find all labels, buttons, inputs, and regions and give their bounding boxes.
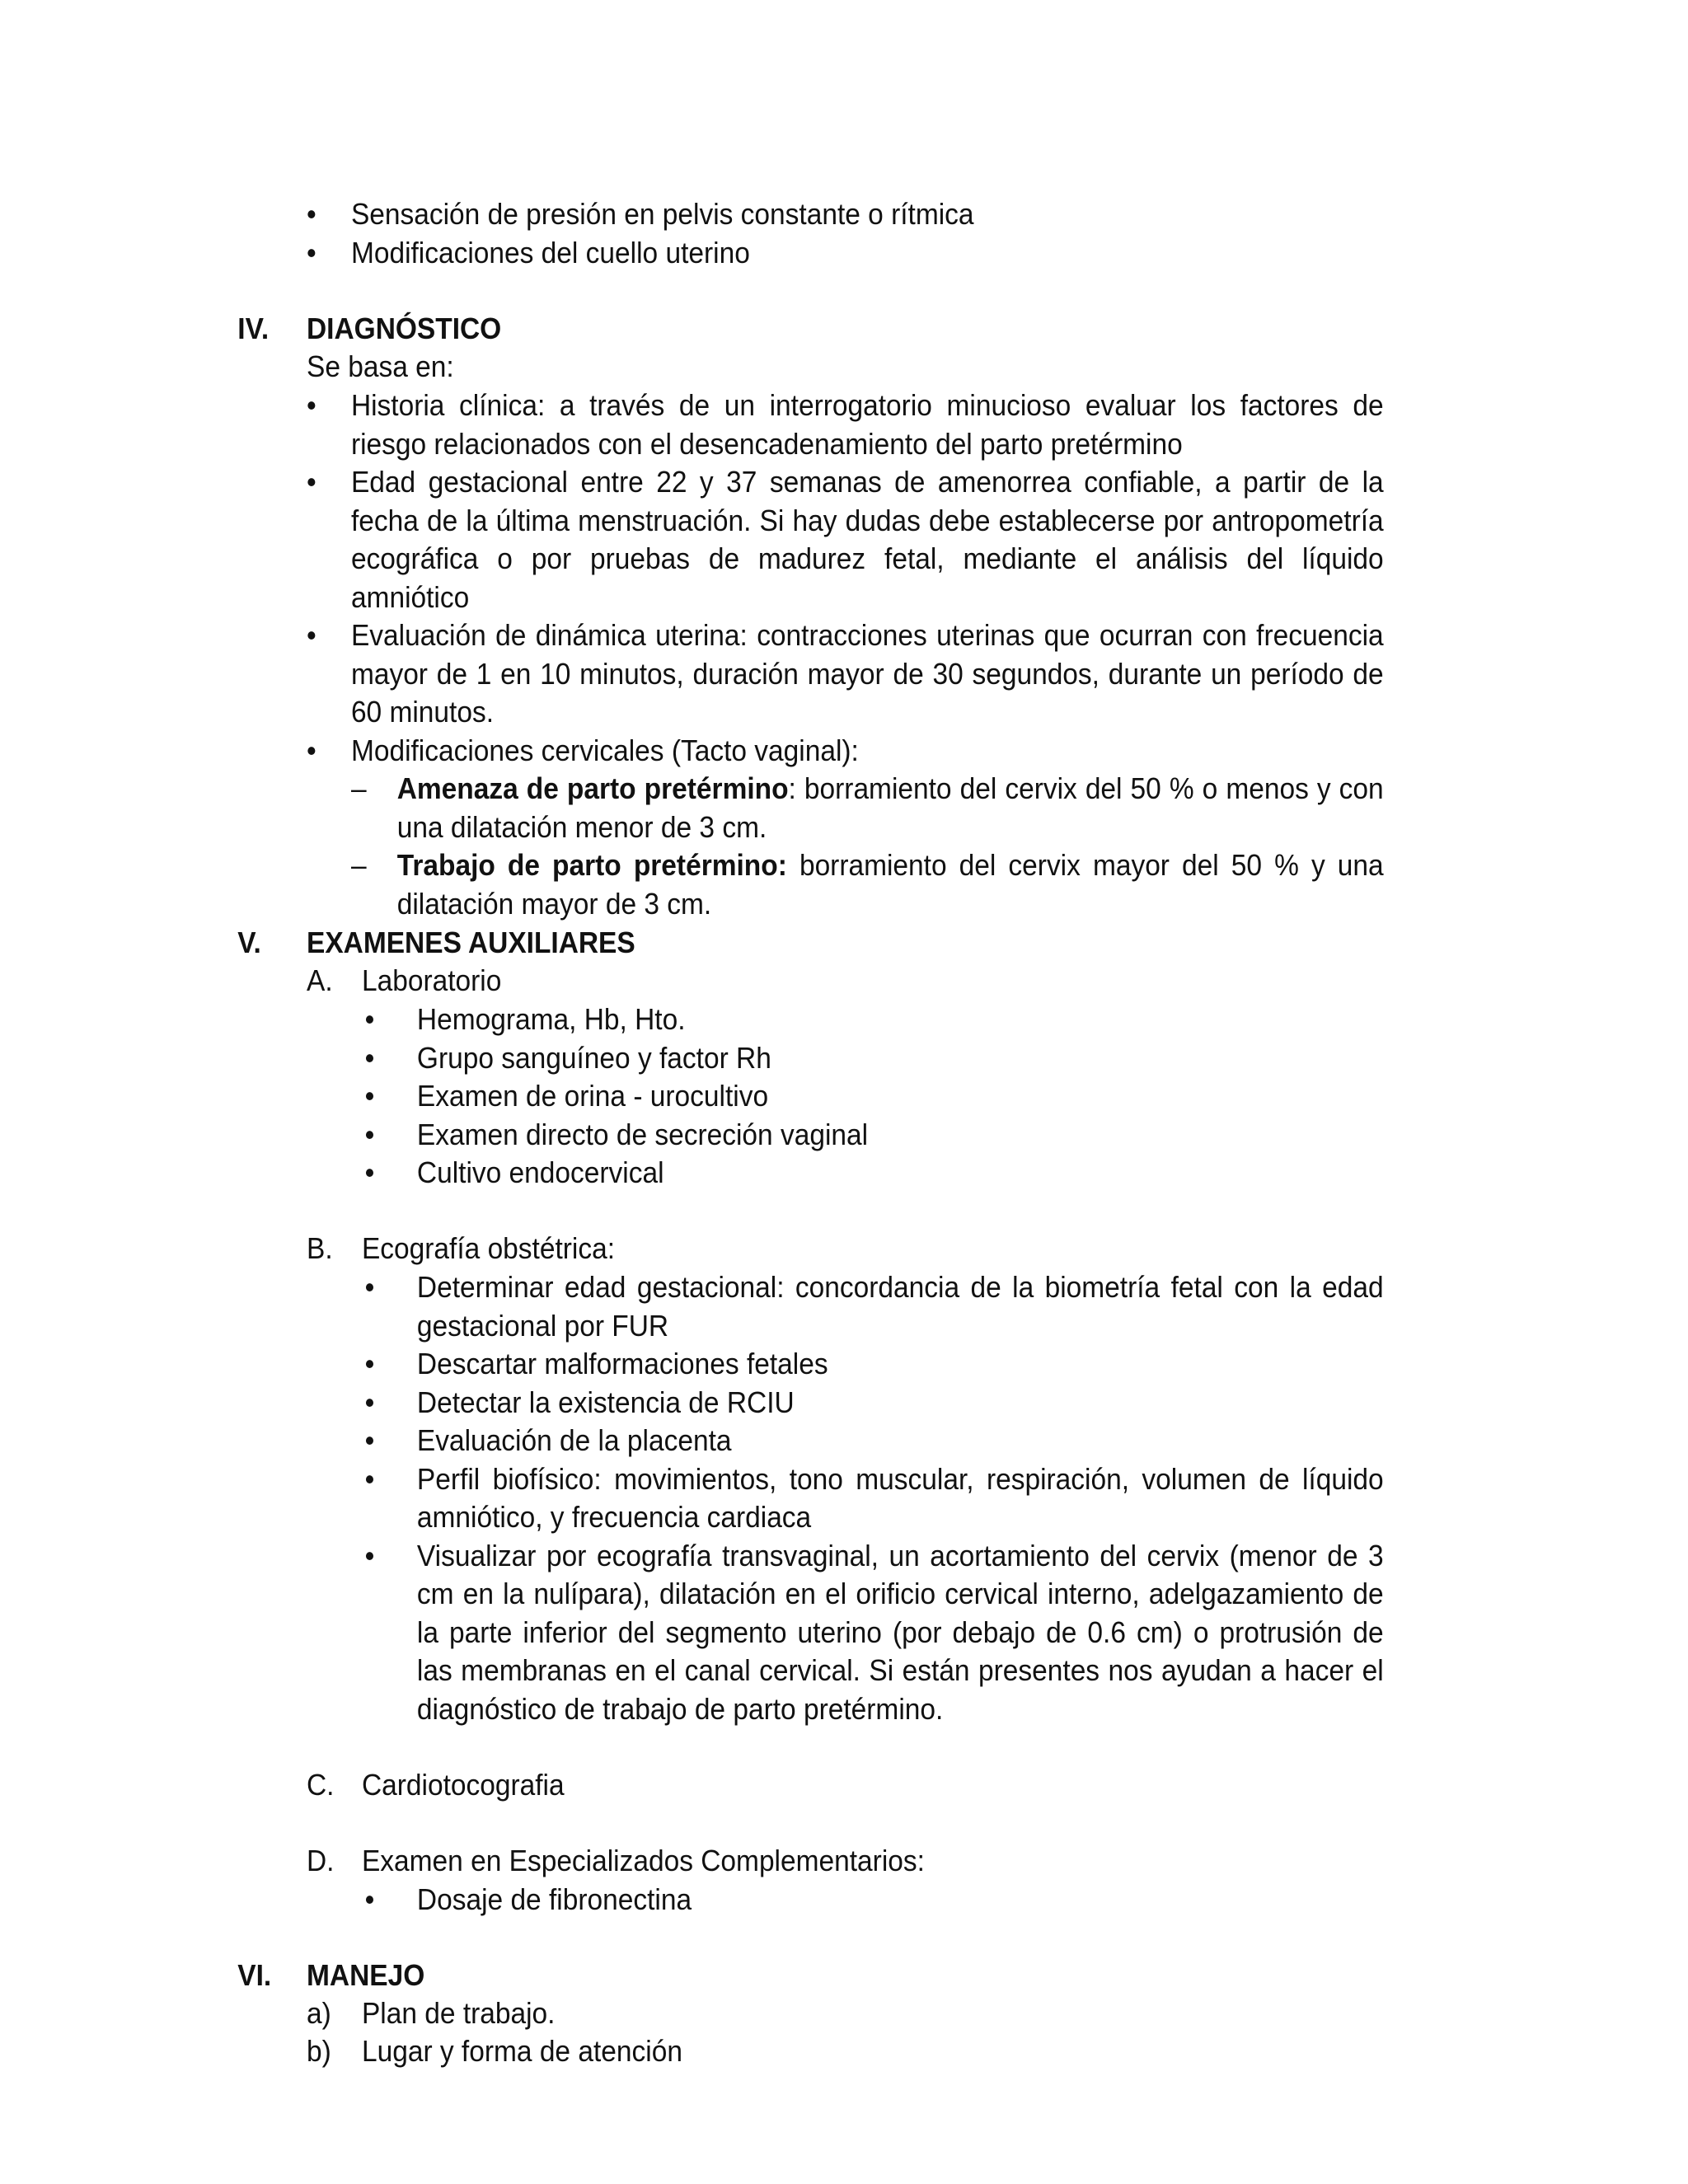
bullet-icon: • [364, 1040, 375, 1075]
bullet-icon: • [364, 1270, 375, 1304]
bullet-icon: • [364, 1538, 375, 1572]
bullet-icon: • [307, 733, 316, 767]
bullet-icon: • [364, 1079, 375, 1113]
list-item: • Grupo sanguíneo y factor Rh [237, 1039, 1383, 1078]
list-item: • Examen de orina - urocultivo [237, 1077, 1383, 1116]
dash-icon: – [350, 771, 367, 805]
bullet-icon: • [364, 1461, 375, 1496]
list-item: • Determinar edad gestacional: concordancia de la biometría fetal con la edad gestacional por FUR [364, 1270, 1384, 1343]
document-page: • Sensación de presión en pelvis constante o rítmica • Modificaciones del cuello uterino IV. DIAGNÓSTICO Se basa en: • Historia clínica: a través de un interrogatorio minucioso evaluar los factores de riesgo relacionados con el desencadenamiento del parto pretérmino • Edad gestacional entre 22 y 37 semanas de amenorrea confiable, a partir de la fecha de la última menstruación. Si hay dudas debe establecerse por antropometría ecográfica o por pruebas de madurez fetal, mediante el análisis del líquido amniótico • Evaluación de dinámica uterina: contracciones uterinas que ocurran con frecuencia mayor de 1 en 10 minutos, duración mayor de 30 segundos, durante un período de 60 minutos. • Modificaciones cervicales (Tacto vaginal): – Amenaza de parto pretérmino: borramiento del cervix del 50 % o menos y con una dilatación menor de 3 cm. – Trabajo de parto pretérmino: borramiento del cervix mayor del 50 % y una dilatación mayor de 3 cm. V. EXAMENES AUXILIARES A. Laboratorio • Hemograma, Hb, Hto. • Grupo sanguíneo y factor Rh • Examen de orina - urocultivo • Examen directo de secreción vaginal • Cultivo endocervical B. Ecografía obstétrica: • Determinar edad gestacional: concordancia de la biometría fetal con la edad gestacional por FUR • Descartar malformaciones fetales • Detectar la existencia de RCIU • Evaluación de la placenta • Perfil biofísico: movimientos, tono muscular, respiración, volumen de líquido amniótico, y frecuencia cardiaca • Visualizar por ecografía transvaginal, un acortamiento del cervix (menor de 3 cm en la nulípara), dilatación en el orificio cervical interno, adelgazamiento de la parte inferior del segmento uterino (por debajo de 0.6 cm) o protrusión de las membranas en el canal cervical. Si están presentes nos ayudan a hacer el diagnóstico de trabajo de parto pretérmino. C. Cardiotocografia D. Examen en Especializados Complementarios: • Dosaje de fibronectina VI. MANEJO a) Plan de trabajo. b) Lugar y forma de atención [237, 197, 1384, 2068]
bullet-icon: • [364, 1155, 375, 1189]
list-item: • Evaluación de la placenta [237, 1422, 1383, 1460]
list-item: • Cultivo endocervical [237, 1154, 1383, 1193]
bullet-icon: • [307, 465, 316, 499]
bullet-icon: • [364, 1002, 375, 1036]
bullet-icon: • [364, 1882, 375, 1916]
dash-icon: – [350, 848, 367, 882]
list-item: • Modificaciones cervicales (Tacto vaginal): [237, 732, 1383, 771]
bullet-icon: • [364, 1423, 375, 1457]
top-bullet-list [237, 195, 1383, 272]
specialized-list [237, 1881, 1383, 1919]
bullet-icon: • [307, 388, 316, 422]
list-item: • Descartar malformaciones fetales [237, 1345, 1383, 1384]
laboratory-list [237, 1001, 1383, 1193]
list-item: • Evaluación de dinámica uterina: contracciones uterinas que ocurran con frecuencia mayor de 1 en 10 minutos, duración mayor de 30 segundos, durante un período de 60 minutos. [307, 618, 1384, 729]
dash-item: – Amenaza de parto pretérmino: borramiento del cervix del 50 % o menos y con una dilatación menor de 3 cm. [350, 771, 1384, 844]
diagnosis-bullet-list [237, 387, 1383, 923]
list-item: • Visualizar por ecografía transvaginal, un acortamiento del cervix (menor de 3 cm en la nulípara), dilatación en el orificio cervical interno, adelgazamiento de la parte inferior del segmento uterino (por debajo de 0.6 cm) o protrusión de las membranas en el canal cervical. Si están presentes nos ayudan a hacer el diagnóstico de trabajo de parto pretérmino. [364, 1538, 1384, 1726]
list-item: • Modificaciones del cuello uterino [237, 234, 1383, 273]
bullet-icon: • [307, 235, 316, 269]
bullet-icon: • [364, 1117, 375, 1151]
list-item: • Detectar la existencia de RCIU [237, 1384, 1383, 1422]
list-item: • Sensación de presión en pelvis constante o rítmica [237, 195, 1383, 234]
list-item: • Edad gestacional entre 22 y 37 semanas de amenorrea confiable, a partir de la fecha de la última menstruación. Si hay dudas debe establecerse por antropometría ecográfica o por pruebas de madurez fetal, mediante el análisis del líquido amniótico [307, 465, 1384, 614]
bullet-icon: • [364, 1347, 375, 1380]
list-item: • Hemograma, Hb, Hto. [237, 1001, 1383, 1039]
ultrasound-list [237, 1268, 1383, 1728]
list-item: • Examen directo de secreción vaginal [237, 1116, 1383, 1155]
bullet-icon: • [307, 197, 316, 231]
list-item: • Historia clínica: a través de un interrogatorio minucioso evaluar los factores de riesgo relacionados con el desencadenamiento del parto pretérmino [307, 388, 1384, 461]
dash-item: – Trabajo de parto pretérmino: borramiento del cervix mayor del 50 % y una dilatación mayor de 3 cm. [350, 848, 1384, 921]
section-iv-intro: Se basa en: [307, 349, 454, 383]
list-item: • Perfil biofísico: movimientos, tono muscular, respiración, volumen de líquido amniótico, y frecuencia cardiaca [364, 1461, 1384, 1534]
list-item: • Dosaje de fibronectina [237, 1881, 1383, 1919]
bullet-icon: • [307, 618, 316, 652]
bullet-icon: • [364, 1385, 375, 1419]
